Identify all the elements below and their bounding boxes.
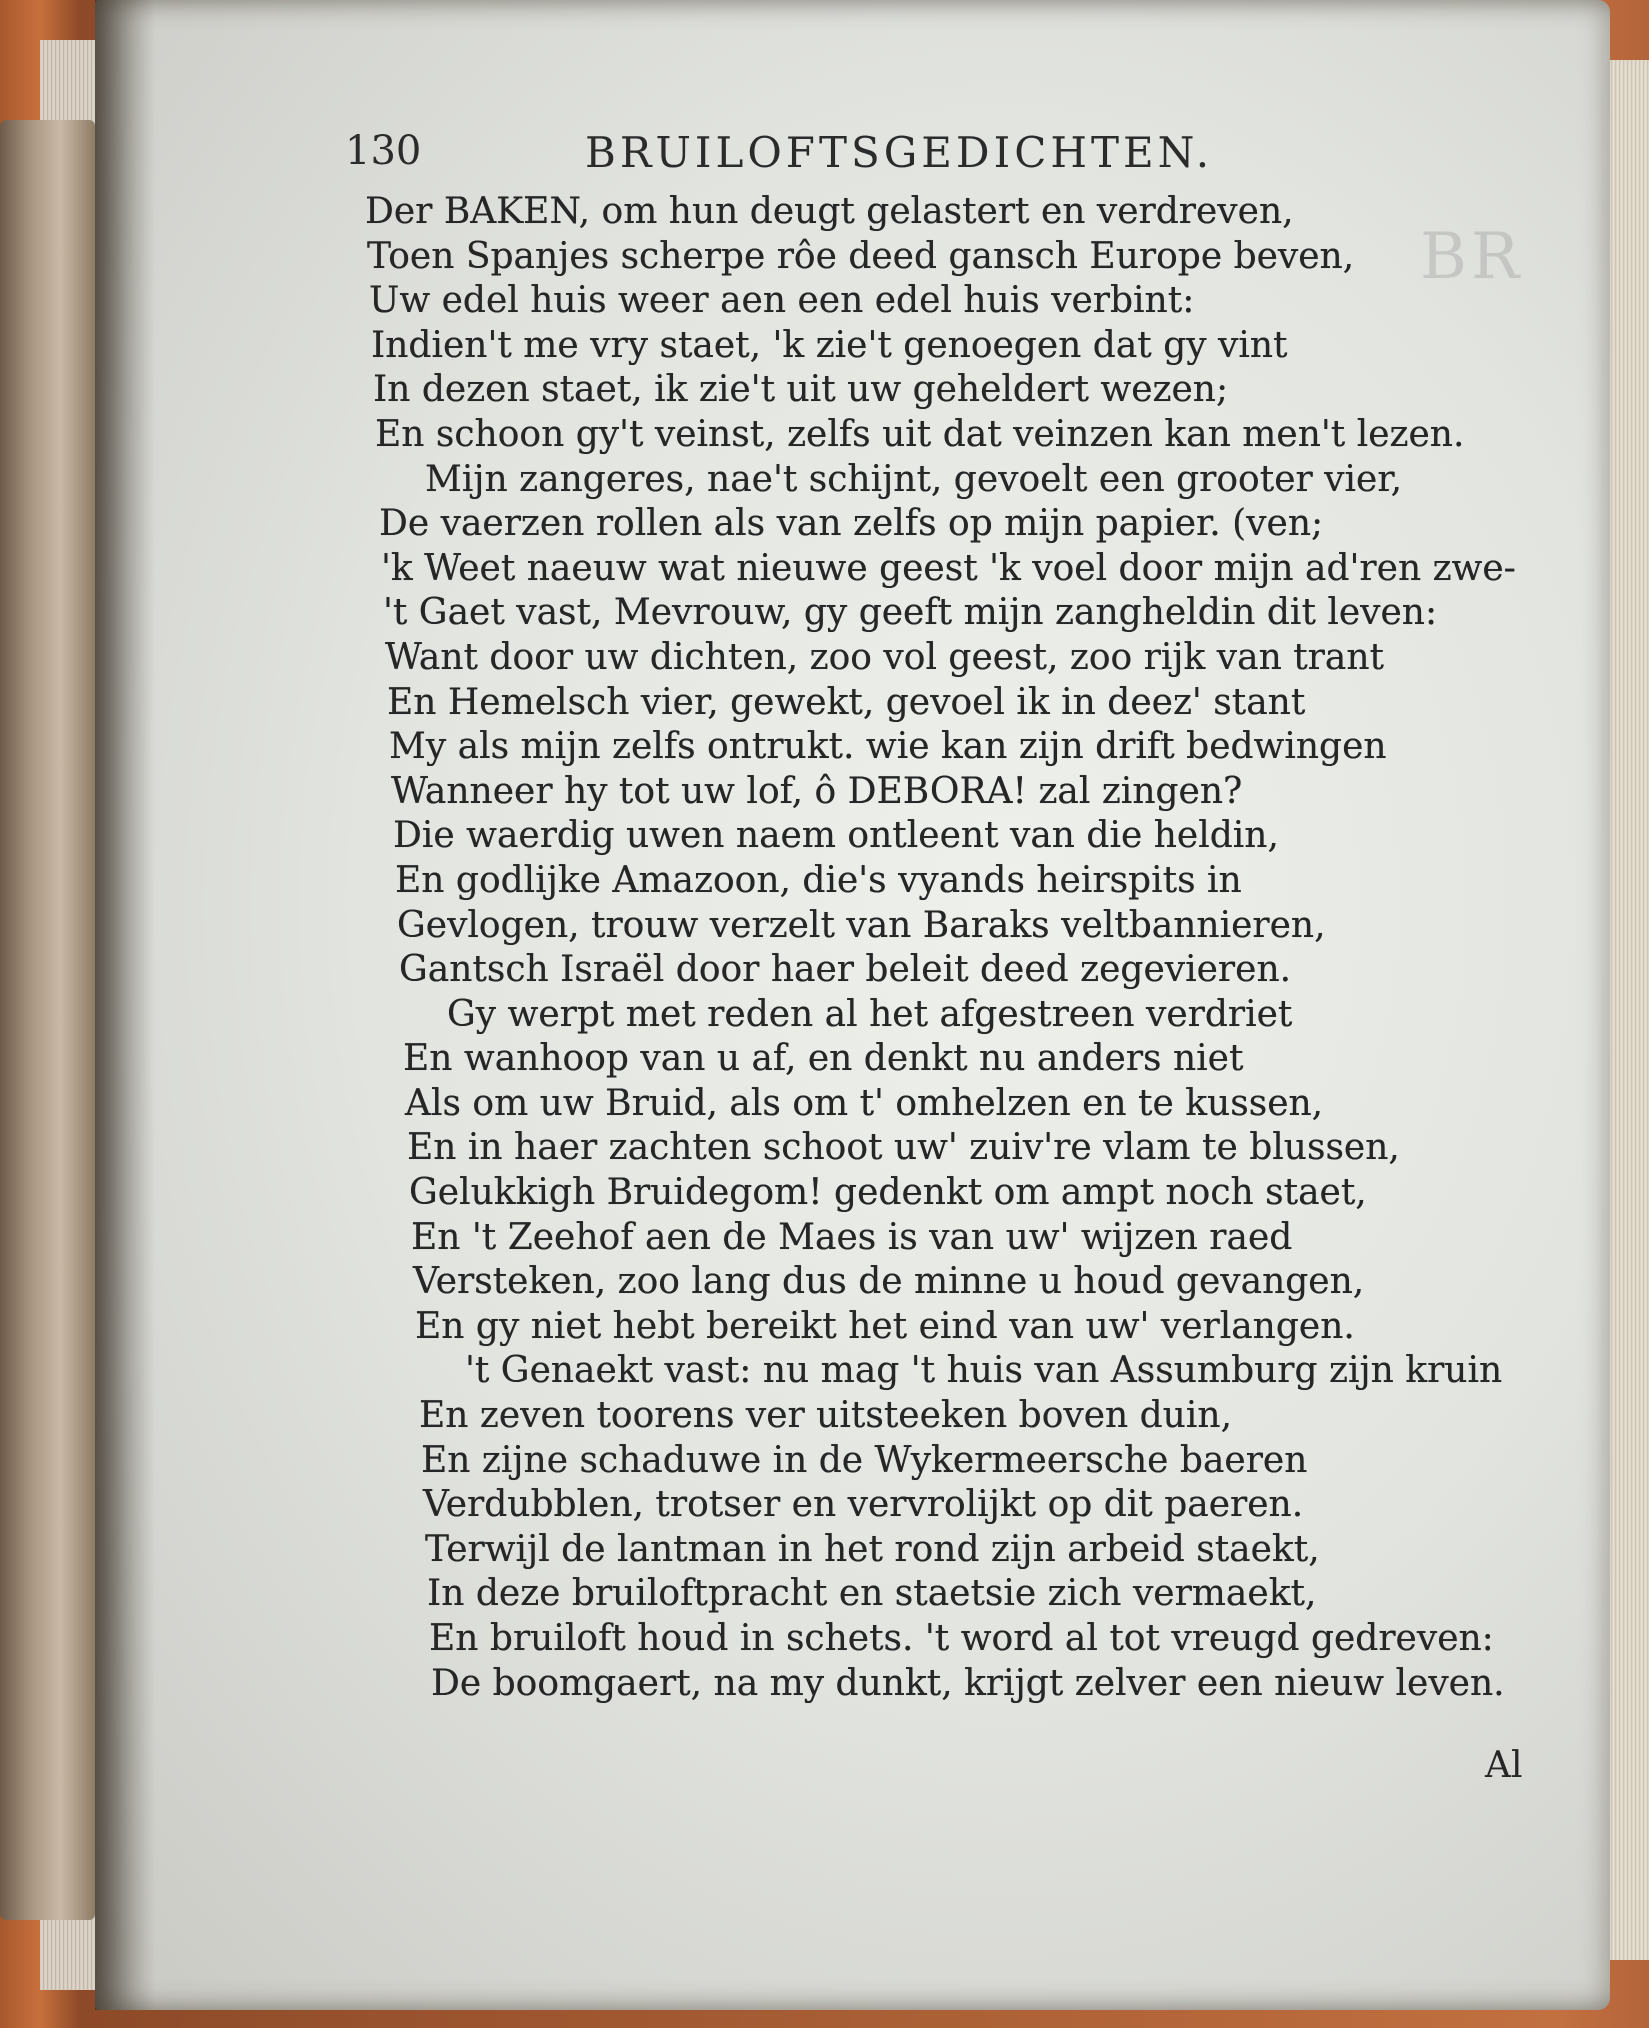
poem-line: Der BAKEN, om hun deugt gelastert en verdreven, — [365, 191, 1294, 232]
poem-line: Indien't me vry staet, 'k zie't genoegen dat gy vint — [371, 324, 1288, 366]
poem-body — [365, 190, 1545, 1706]
poem-line: De vaerzen rollen als van zelfs op mijn papier. (ven; — [379, 503, 1324, 545]
catchword: Al — [1485, 1745, 1523, 1786]
poem-line: Want door uw dichten, zoo vol geest, zoo rijk van trant — [385, 636, 1384, 678]
gutter-shadow — [95, 0, 155, 2010]
poem-line: En bruiloft houd in schets. 't word al tot vreugd gedreven: — [429, 1618, 1494, 1659]
poem-line: Terwijl de lantman in het rond zijn arbeid staekt, — [425, 1528, 1320, 1570]
poem-line: De boomgaert, na my dunkt, krijgt zelver een nieuw leven. — [431, 1662, 1505, 1704]
poem-line: Uw edel huis weer aen een edel huis verbint: — [369, 280, 1195, 322]
poem-line: Die waerdig uwen naem ontleent van die heldin, — [393, 815, 1279, 857]
poem-line: En wanhoop van u af, en denkt nu anders niet — [403, 1038, 1244, 1080]
poem-line: In dezen staet, ik zie't uit uw geheldert wezen; — [373, 369, 1229, 411]
page-header — [345, 128, 1325, 188]
poem-line: 'k Weet naeuw wat nieuwe geest 'k voel door mijn ad'ren zwe- — [381, 547, 1516, 589]
book-spine-edge — [0, 120, 95, 1920]
poem-line: Toen Spanjes scherpe rôe deed gansch Europe beven, — [367, 235, 1355, 277]
poem-line: Als om uw Bruid, als om t' omhelzen en te kussen, — [405, 1082, 1324, 1124]
poem-line: Versteken, zoo lang dus de minne u houd gevangen, — [413, 1261, 1365, 1303]
poem-line: En Hemelsch vier, gewekt, gevoel ik in deez' stant — [387, 681, 1306, 723]
poem-line: En gy niet hebt bereikt het eind van uw' verlangen. — [415, 1305, 1355, 1347]
bleed-through-text: BR — [1420, 220, 1524, 294]
poem-line: Verdubblen, trotser en vervrolijkt op dit paeren. — [423, 1484, 1304, 1526]
poem-line: En zijne schaduwe in de Wykermeersche baeren — [421, 1439, 1308, 1481]
poem-line: My als mijn zelfs ontrukt. wie kan zijn drift bedwingen — [389, 726, 1387, 768]
poem-line: In deze bruiloftpracht en staetsie zich vermaekt, — [427, 1573, 1317, 1615]
poem-line: En 't Zeehof aen de Maes is van uw' wijzen raed — [411, 1216, 1293, 1258]
poem-line: Gelukkigh Bruidegom! gedenkt om ampt noch staet, — [409, 1172, 1367, 1214]
poem-line: Gy werpt met reden al het afgestreen verdriet — [447, 993, 1293, 1035]
poem-line: En in haer zachten schoot uw' zuiv're vlam te blussen, — [407, 1127, 1400, 1169]
poem-line: 't Gaet vast, Mevrouw, gy geeft mijn zangheldin dit leven: — [383, 592, 1438, 634]
poem-line: Gevlogen, trouw verzelt van Baraks veltbannieren, — [397, 904, 1326, 946]
poem-line: 't Genaekt vast: nu mag 't huis van Assumburg zijn kruin — [465, 1350, 1503, 1392]
poem-line: En godlijke Amazoon, die's vyands heirspits in — [395, 859, 1242, 901]
poem-line: En zeven toorens ver uitsteeken boven duin, — [419, 1395, 1233, 1437]
page-number: 130 — [345, 128, 422, 174]
running-title: BRUILOFTSGEDICHTEN. — [585, 128, 1214, 177]
poem-line: Gantsch Israël door haer beleit deed zegevieren. — [399, 949, 1292, 991]
poem-line: En schoon gy't veinst, zelfs uit dat veinzen kan men't lezen. — [375, 413, 1465, 455]
poem-line: Mijn zangeres, nae't schijnt, gevoelt een grooter vier, — [425, 458, 1403, 500]
poem-line: Wanneer hy tot uw lof, ô DEBORA! zal zingen? — [391, 770, 1243, 812]
